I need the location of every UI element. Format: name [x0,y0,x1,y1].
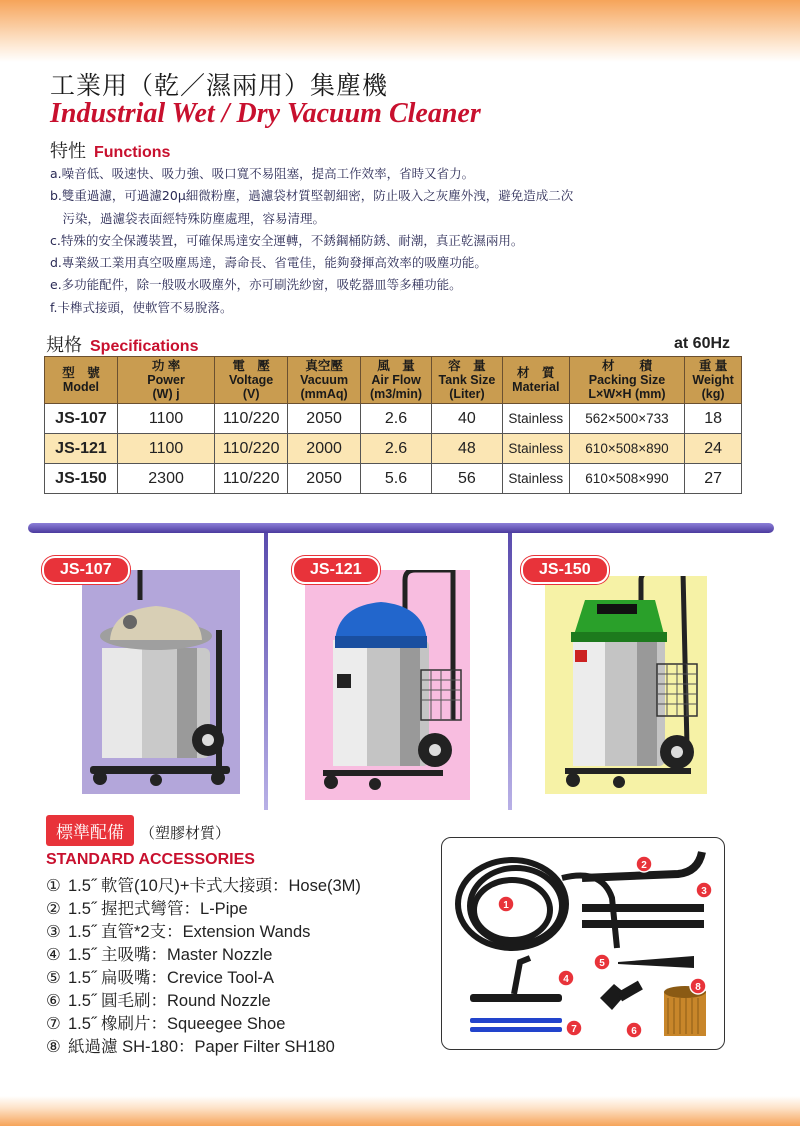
cell-voltage: 110/220 [215,464,288,494]
function-item: 污染，過濾袋表面經特殊防塵處理，容易清理。 [50,210,326,226]
cell-packing: 610×508×990 [569,464,684,494]
table-row [45,464,742,494]
cell-voltage: 110/220 [215,434,288,464]
function-item: b.雙重過濾，可過濾20μ細微粉塵，過濾袋材質堅韌細密，防止吸入之灰塵外洩，避免造成二次 [50,188,574,204]
accessories-title [46,815,230,846]
cell-weight: 18 [685,404,742,434]
photo-divider [264,533,268,810]
figure-label-2: 2 [641,860,647,871]
cell-power: 1100 [117,404,214,434]
figure-label-8: 8 [695,982,701,993]
functions-heading [50,137,170,163]
list-item: ⑦ 1.5˝ 橡刷片：Squeegee Shoe [46,1015,286,1033]
col-material: 材 質 Material [502,357,569,404]
col-voltage: 電 壓 Voltage (V) [215,357,288,404]
cell-packing: 610×508×890 [569,434,684,464]
photo-divider [508,533,512,810]
specs-table [44,356,742,494]
vacuum-cleaner-icon [82,570,240,794]
accessories-badge: 標準配備 [46,815,134,846]
col-weight: 重 量 Weight (kg) [685,357,742,404]
cell-model: JS-150 [45,464,118,494]
cell-power: 1100 [117,434,214,464]
functions-heading-zh: 特性 [50,141,86,162]
cell-weight: 27 [685,464,742,494]
col-airflow: 風 量 Air Flow (m3/min) [361,357,432,404]
function-item: e.多功能配件，除一般吸水吸塵外，亦可刷洗紗窗，吸乾器皿等多種功能。 [50,277,462,293]
list-item: ⑤ 1.5˝ 扁吸嘴：Crevice Tool-A [46,969,275,987]
cell-vacuum: 2050 [288,404,361,434]
cell-voltage: 110/220 [215,404,288,434]
accessories-figure [441,837,725,1050]
model-tag-js150: JS-150 [521,556,609,584]
header-band [0,0,800,62]
cell-material: Stainless [502,464,569,494]
accessories-list [46,875,361,1059]
section-divider [28,523,774,533]
specs-heading-en: Specifications [90,338,199,355]
table-row [45,434,742,464]
function-item: d.專業級工業用真空吸塵馬達，壽命長、省電佳，能夠發揮高效率的吸塵功能。 [50,255,487,271]
accessories-heading-en: STANDARD ACCESSORIES [46,851,255,868]
cell-model: JS-107 [45,404,118,434]
frequency-label: at 60Hz [674,335,731,352]
cell-material: Stainless [502,404,569,434]
col-power: 功 率 Power (W) j [117,357,214,404]
function-item: c.特殊的安全保護裝置，可確保馬達安全運轉，不銹鋼桶防銹、耐潮，真正乾濕兩用。 [50,232,524,248]
function-item: f.卡榫式接頭，使軟管不易脫落。 [50,299,233,315]
list-item: ⑧ 紙過濾 SH-180：Paper Filter SH180 [46,1038,335,1056]
cell-packing: 562×500×733 [569,404,684,434]
accessories-material: （塑膠材質） [140,824,231,842]
figure-label-7: 7 [571,1024,577,1035]
functions-list [50,163,750,319]
list-item: ④ 1.5˝ 主吸嘴：Master Nozzle [46,946,273,964]
list-item: ② 1.5˝ 握把式彎管：L-Pipe [46,900,248,918]
cell-airflow: 5.6 [361,464,432,494]
col-packing: 材 積 Packing Size L×W×H (mm) [569,357,684,404]
col-tank: 容 量 Tank Size (Liter) [431,357,502,404]
cell-tank: 40 [431,404,502,434]
figure-label-1: 1 [503,900,509,911]
figure-label-4: 4 [563,974,569,985]
accessories-illustration [442,838,724,1049]
list-item: ⑥ 1.5˝ 圓毛刷：Round Nozzle [46,992,271,1010]
cell-tank: 56 [431,464,502,494]
product-photo-js107 [82,570,240,794]
product-photo-js121 [305,570,470,800]
function-item: a.噪音低、吸速快、吸力強、吸口寬不易阻塞，提高工作效率，省時又省力。 [50,166,475,181]
cell-model: JS-121 [45,434,118,464]
model-tag-js121: JS-121 [292,556,380,584]
cell-tank: 48 [431,434,502,464]
specs-heading-zh: 規格 [46,335,82,356]
model-tag-js107: JS-107 [42,556,130,584]
specs-header-row [45,357,742,404]
page-title-en: Industrial Wet / Dry Vacuum Cleaner [50,98,481,129]
footer-band [0,1096,800,1126]
cell-vacuum: 2000 [288,434,361,464]
cell-weight: 24 [685,434,742,464]
vacuum-cleaner-icon [305,570,470,800]
cell-material: Stainless [502,434,569,464]
functions-heading-en: Functions [94,144,171,161]
cell-vacuum: 2050 [288,464,361,494]
product-photo-js150 [545,576,707,794]
cell-power: 2300 [117,464,214,494]
vacuum-cleaner-icon [545,576,707,794]
list-item: ① 1.5˝ 軟管(10尺)+卡式大接頭：Hose(3M) [46,877,361,895]
table-row [45,404,742,434]
list-item: ③ 1.5˝ 直管*2支：Extension Wands [46,923,311,941]
col-vacuum: 真空壓 Vacuum (mmAq) [288,357,361,404]
figure-label-6: 6 [631,1026,637,1037]
page-title-zh: 工業用（乾／濕兩用）集塵機 [50,71,389,100]
col-model: 型 號 Model [45,357,118,404]
figure-label-5: 5 [599,958,605,969]
cell-airflow: 2.6 [361,434,432,464]
cell-airflow: 2.6 [361,404,432,434]
specs-heading [46,331,198,357]
figure-label-3: 3 [701,886,707,897]
